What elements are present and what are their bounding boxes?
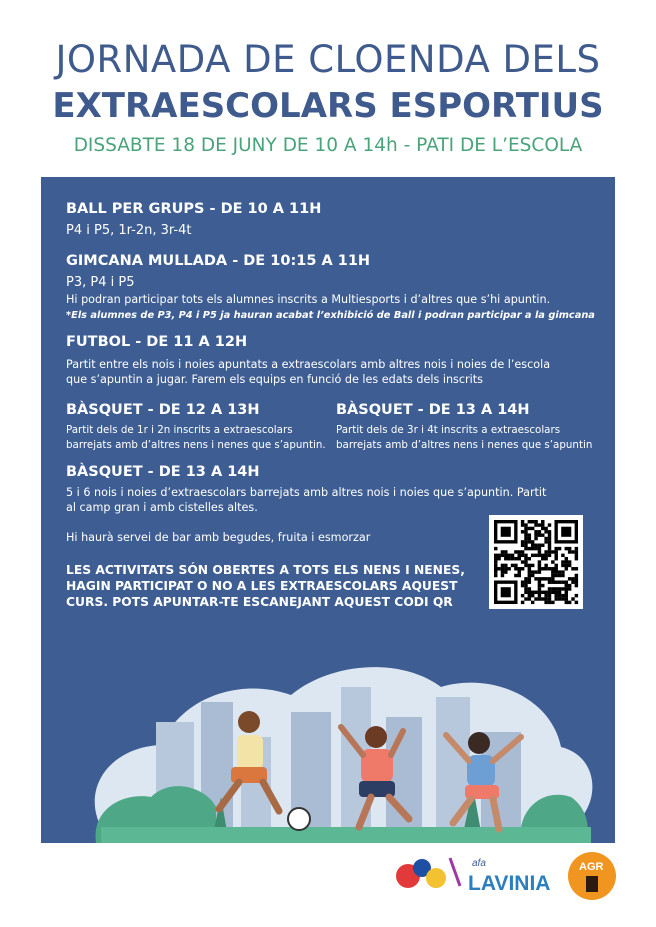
basquet-3-line-1: 5 i 6 nois i noies d’extraescolars barrejats amb altres nois i noies que s’apuntin. Partit xyxy=(66,486,547,499)
ball-groups: P4 i P5, 1r-2n, 3r-4t xyxy=(66,223,192,238)
basquet-1-line-1: Partit dels de 1r i 2n inscrits a extraescolars xyxy=(66,424,293,436)
agr-logo xyxy=(568,852,616,900)
kids-playing-illustration xyxy=(41,627,615,843)
activities-panel xyxy=(41,177,615,843)
basquet-1-title: BÀSQUET - DE 12 A 13H xyxy=(66,402,260,418)
gimcana-title: GIMCANA MULLADA - DE 10:15 A 11H xyxy=(66,253,371,269)
qr-code-graphic xyxy=(489,515,583,609)
basquet-1-line-2: barrejats amb d’altres nens i nenes que s’apuntin. xyxy=(66,439,326,451)
open-activities-call-to-action: LES ACTIVITATS SÓN OBERTES A TOTS ELS NENS I NENES, HAGIN PARTICIPAT O NO A LES EXTRAESCOLARS AQUEST CURS. POTS APUNTAR-TE ESCANEJANT AQUEST CODI QR xyxy=(66,563,465,609)
afa-lavinia-logo xyxy=(396,858,550,895)
futbol-title: FUTBOL - DE 11 A 12H xyxy=(66,334,248,350)
futbol-line-2: que s’apuntin a jugar. Farem els equips en funció de les edats dels inscrits xyxy=(66,373,483,386)
basquet-2-line-2: barrejats amb d’altres nens i nenes que s’apuntin xyxy=(336,439,593,451)
ball-title: BALL PER GRUPS - DE 10 A 11H xyxy=(66,201,322,217)
title-line-1: JORNADA DE CLOENDA DELS xyxy=(55,38,601,81)
basquet-3-line-2: al camp gran i amb cistelles altes. xyxy=(66,501,258,514)
gimcana-note: *Els alumnes de P3, P4 i P5 ja hauran acabat l’exhibició de Ball i podran participar a la gimcana xyxy=(66,310,595,321)
futbol-line-1: Partit entre els nois i noies apuntats a extraescolars amb altres nois i noies de l’escola xyxy=(66,358,551,371)
lavinia-label: LAVINIA xyxy=(468,872,551,895)
basquet-2-line-1: Partit dels de 3r i 4t inscrits a extraescolars xyxy=(336,424,561,436)
bar-service-text: Hi haurà servei de bar amb begudes, fruita i esmorzar xyxy=(66,531,371,544)
signup-qr-code[interactable] xyxy=(489,515,583,609)
agr-label: AGR xyxy=(579,861,604,873)
gimcana-groups: P3, P4 i P5 xyxy=(66,275,135,290)
basquet-2-title: BÀSQUET - DE 13 A 14H xyxy=(336,402,530,418)
basquet-3-title: BÀSQUET - DE 13 A 14H xyxy=(66,464,260,480)
afa-label: afa xyxy=(472,858,486,869)
title-line-2: EXTRAESCOLARS ESPORTIUS xyxy=(52,86,604,126)
sponsor-logos xyxy=(390,846,620,906)
event-date-subtitle: DISSABTE 18 DE JUNY DE 10 A 14h - PATI DE L’ESCOLA xyxy=(73,135,583,156)
gimcana-text: Hi podran participar tots els alumnes inscrits a Multiesports i d’altres que s’hi apuntin. xyxy=(66,293,551,306)
